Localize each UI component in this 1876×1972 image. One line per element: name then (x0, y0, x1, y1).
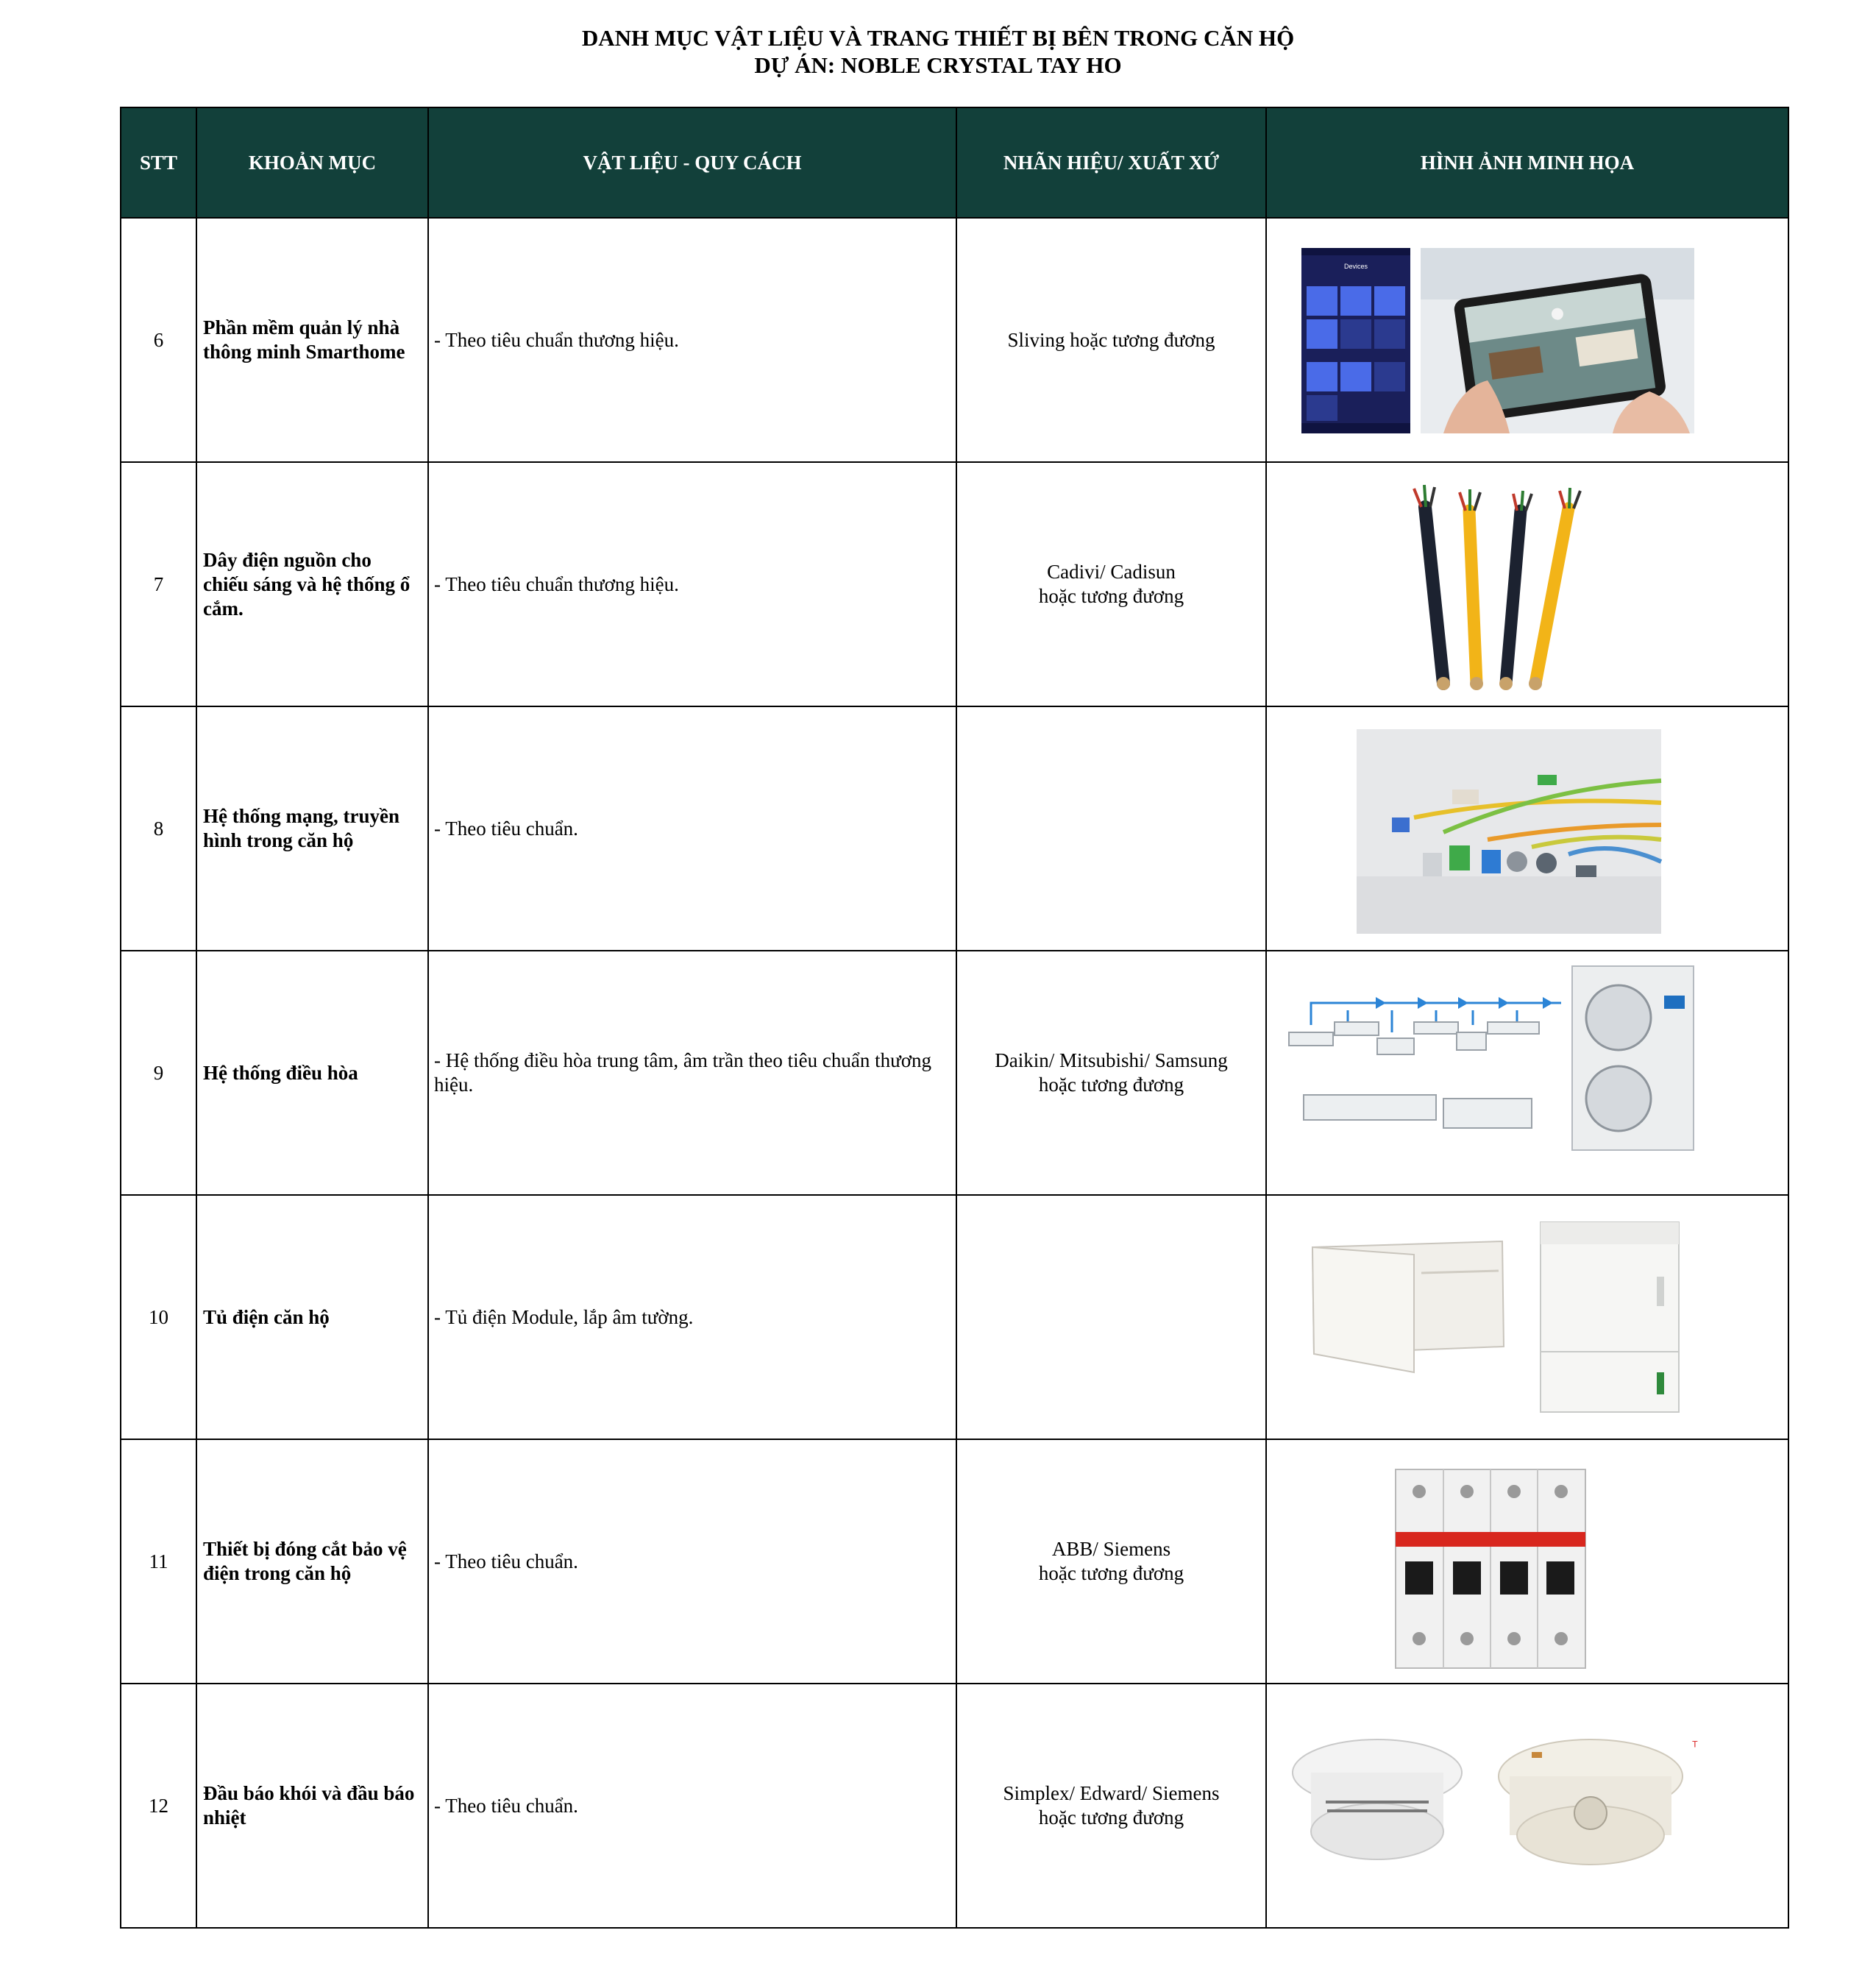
row-spec: - Theo tiêu chuẩn. (428, 706, 956, 951)
row-stt: 9 (121, 951, 196, 1195)
row-spec: - Tủ điện Module, lắp âm tường. (428, 1195, 956, 1439)
row-brand: Sliving hoặc tương đương (956, 218, 1266, 462)
row-image-cell (1266, 1684, 1788, 1928)
row-stt: 6 (121, 218, 196, 462)
smoke-heat-detector-image (1267, 1684, 1789, 1927)
table-row (121, 1439, 1788, 1684)
table-row (121, 218, 1788, 462)
circuit-breaker-image (1267, 1440, 1789, 1683)
project-title: DỰ ÁN: NOBLE CRYSTAL TAY HO (754, 52, 1122, 78)
row-image-cell (1266, 218, 1788, 462)
column-header-spec: VẬT LIỆU - QUY CÁCH (428, 107, 956, 218)
table-row (121, 462, 1788, 706)
row-stt: 8 (121, 706, 196, 951)
row-spec: - Theo tiêu chuẩn thương hiệu. (428, 462, 956, 706)
row-brand: ABB/ Siemens hoặc tương đương (956, 1439, 1266, 1684)
row-image-cell (1266, 1439, 1788, 1684)
row-spec: - Hệ thống điều hòa trung tâm, âm trần theo tiêu chuẩn thương hiệu. (428, 951, 956, 1195)
table-row (121, 1684, 1788, 1928)
column-header-stt: STT (121, 107, 196, 218)
table-row (121, 1195, 1788, 1439)
row-item: Tủ điện căn hộ (196, 1195, 428, 1439)
network-fiber-cables-image (1267, 707, 1789, 950)
table-row (121, 951, 1788, 1195)
row-spec: - Theo tiêu chuẩn. (428, 1684, 956, 1928)
row-spec: - Theo tiêu chuẩn. (428, 1439, 956, 1684)
row-brand: Daikin/ Mitsubishi/ Samsung hoặc tương đương (956, 951, 1266, 1195)
row-image-cell (1266, 951, 1788, 1195)
row-spec: - Theo tiêu chuẩn thương hiệu. (428, 218, 956, 462)
document-title: DANH MỤC VẬT LIỆU VÀ TRANG THIẾT BỊ BÊN TRONG CĂN HỘ (581, 25, 1295, 51)
row-image-cell (1266, 706, 1788, 951)
column-header-image: HÌNH ẢNH MINH HỌA (1266, 107, 1788, 218)
row-brand: Cadivi/ Cadisun hoặc tương đương (956, 462, 1266, 706)
row-stt: 10 (121, 1195, 196, 1439)
row-brand (956, 706, 1266, 951)
column-header-item: KHOẢN MỤC (196, 107, 428, 218)
row-image-cell (1266, 1195, 1788, 1439)
row-stt: 11 (121, 1439, 196, 1684)
row-stt: 7 (121, 462, 196, 706)
app-title: Devices (1343, 263, 1368, 270)
row-brand (956, 1195, 1266, 1439)
row-item: Hệ thống điều hòa (196, 951, 428, 1195)
electrical-panel-image (1267, 1196, 1789, 1439)
power-cables-image (1267, 463, 1789, 706)
column-header-brand: NHÃN HIỆU/ XUẤT XỨ (956, 107, 1266, 218)
row-item: Dây điện nguồn cho chiếu sáng và hệ thống ổ cắm. (196, 462, 428, 706)
vrv-air-conditioning-image (1267, 951, 1789, 1194)
row-stt: 12 (121, 1684, 196, 1928)
row-brand: Simplex/ Edward/ Siemens hoặc tương đương (956, 1684, 1266, 1928)
materials-table (120, 107, 1789, 1929)
smarthome-app-and-tablet-image (1267, 219, 1789, 461)
row-item: Hệ thống mạng, truyền hình trong căn hộ (196, 706, 428, 951)
row-item: Đầu báo khói và đầu báo nhiệt (196, 1684, 428, 1928)
row-item: Thiết bị đóng cắt bảo vệ điện trong căn hộ (196, 1439, 428, 1684)
row-image-cell (1266, 462, 1788, 706)
table-header-row (121, 107, 1788, 218)
svg-text:ᵀ: ᵀ (1692, 1739, 1698, 1753)
row-item: Phần mềm quản lý nhà thông minh Smarthome (196, 218, 428, 462)
table-row (121, 706, 1788, 951)
